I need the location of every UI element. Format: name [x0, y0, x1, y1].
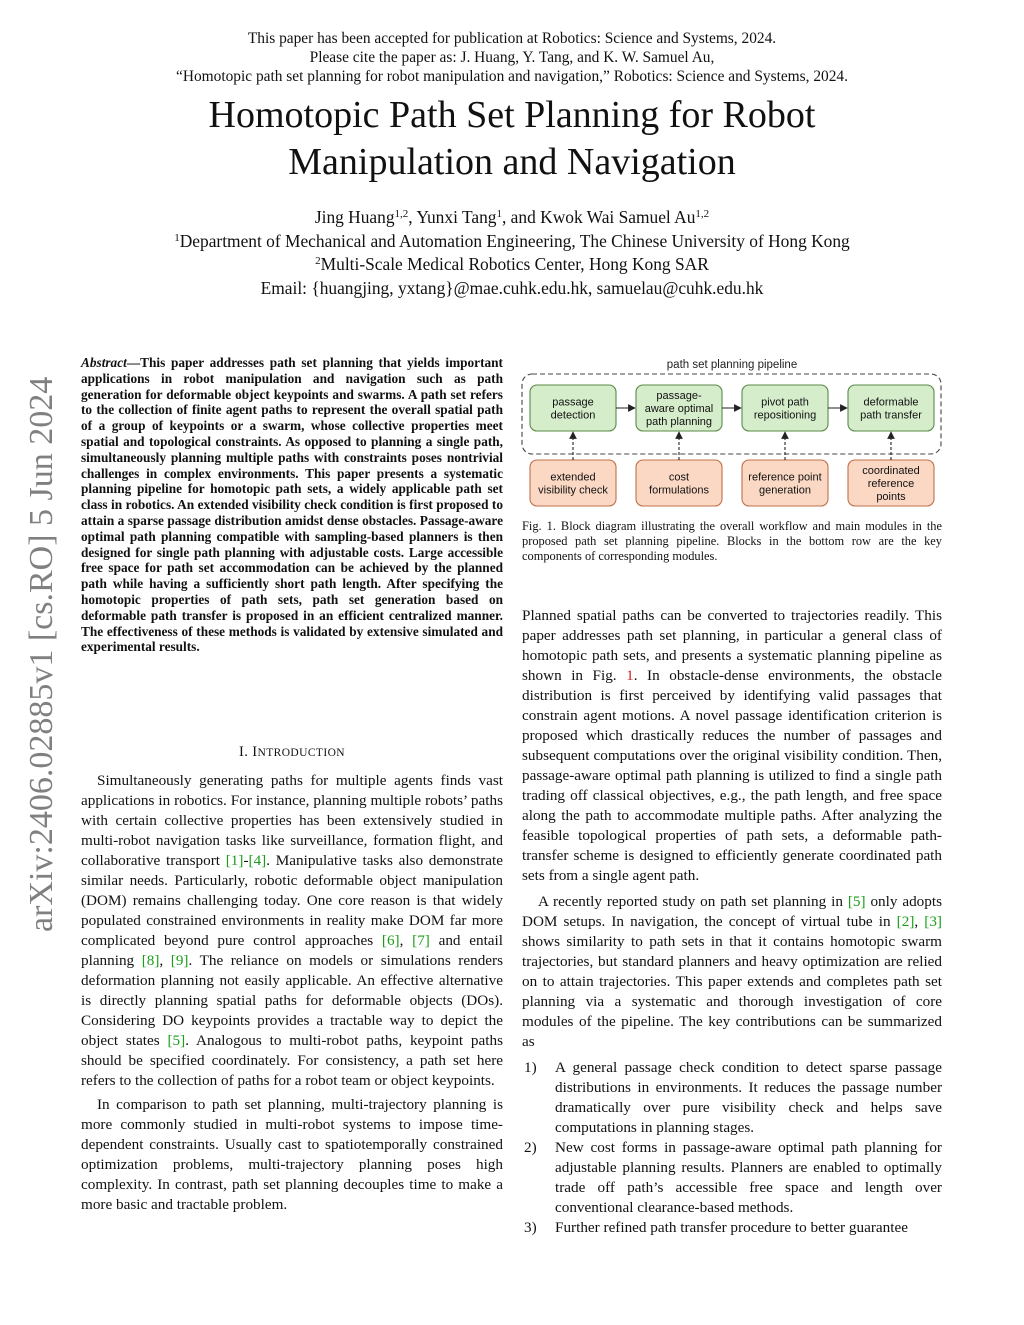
affiliation-mark: 2: [315, 255, 321, 267]
affiliation-1: [0, 230, 1024, 254]
pipeline-module-block-label: pivot path: [761, 396, 809, 409]
component-block-label: visibility check: [538, 484, 608, 497]
pipeline-module-block-label: path planning: [645, 416, 713, 428]
pipeline-module-block-label: aware optimal: [644, 403, 714, 415]
pipeline-module-block-label: repositioning: [753, 409, 817, 422]
paragraph: In comparison to path set planning, multi-trajectory planning is more commonly studied in multi-robot systems to impose time-dependent constraints. Usually cast to spatiotemporally constrained optimization problems, multi-trajectory planning poses high complexity. In contrast, path set planning decouples time to make a more basic and tractable problem.: [81, 1096, 503, 1213]
contribution-list: [522, 1058, 942, 1238]
author-email: Email: {huangjing, yxtang}@mae.cuhk.edu.hk, samuelau@cuhk.edu.hk: [260, 277, 764, 298]
component-block-label: reference: [867, 478, 915, 490]
title-line: Manipulation and Navigation: [288, 141, 736, 183]
section-number: I.: [239, 744, 249, 760]
list-number: 1): [524, 1059, 537, 1076]
author-block: [0, 206, 1024, 300]
notice-line: Please cite the paper as: J. Huang, Y. Tang, and K. W. Samuel Au,: [309, 49, 715, 66]
citation-link[interactable]: [2]: [896, 913, 915, 930]
title-line: Homotopic Path Set Planning for Robot: [208, 94, 816, 136]
figure-link[interactable]: 1: [626, 667, 634, 684]
notice-line: This paper has been accepted for publication at Robotics: Science and Systems, 2024.: [247, 30, 777, 47]
citation-link[interactable]: [8]: [141, 952, 160, 969]
intro-text-right: [522, 606, 942, 1238]
component-block-label: cost: [668, 471, 690, 484]
list-number: 3): [524, 1219, 537, 1236]
pipeline-module-block-label: path transfer: [860, 409, 922, 422]
contribution-item: [522, 1058, 942, 1138]
affiliation-text: Multi-Scale Medical Robotics Center, Hong Kong SAR: [320, 254, 709, 274]
paragraph: Planned spatial paths can be converted to trajectories readily. This paper addresses path set planning, in particular a general class of homotopic path sets, and presents a systematic planning pipeline as shown in Fig. 1. In obstacle-dense environments, the obstacle distribution is first perceived by identifying valid passages that constrain agent motions. A novel passage identification criterion is proposed which drastically reduces the number of passages and subsequent computations over the original visibility condition. Then, passage-aware optimal path planning is utilized to find a single path trading off classical objectives, e.g., the path length, and free space along the path to accommodate multiple paths. After analyzing the feasible topological properties of path sets, a deformable path-transfer scheme is designed to efficiently generate coordinated path sets from a single agent path.: [522, 607, 942, 884]
affiliation-2: [0, 253, 1024, 277]
citation-link[interactable]: [5]: [847, 893, 866, 910]
abstract: [81, 355, 503, 655]
citation-link[interactable]: [4]: [248, 852, 267, 869]
citation-link[interactable]: [1]: [225, 852, 244, 869]
publication-notice: [0, 29, 1024, 86]
citation-link[interactable]: [6]: [381, 932, 400, 949]
section-title-rest: NTRODUCTION: [257, 747, 345, 759]
paper-title: [0, 92, 1024, 186]
section-title-initial: I: [252, 744, 258, 760]
arxiv-stamp: arXiv:2406.02885v1 [cs.RO] 5 Jun 2024: [23, 376, 60, 932]
pipeline-module-block-label: detection: [550, 409, 596, 422]
list-number: 2): [524, 1139, 537, 1156]
contribution-item: [522, 1138, 942, 1218]
notice-line: “Homotopic path set planning for robot manipulation and navigation,” Robotics: Science and Systems, 2024.: [176, 68, 848, 85]
paragraph: A recently reported study on path set planning in [5] only adopts DOM setups. In navigation, the concept of virtual tube in [2], [3] shows similarity to path sets in that it contains homotopic swarm trajectories, but standard planners and heavy optimization are relied on to attain trajectories. This paper extends and completes path set planning via a systematic and thorough investigation of core modules of the pipeline. The key contributions can be summarized as: [522, 893, 943, 1050]
citation-link[interactable]: [9]: [170, 952, 189, 969]
affiliation-mark: 1,2: [695, 208, 710, 220]
author-name: Jing Huang: [314, 207, 395, 227]
abstract-text: —This paper addresses path set planning that yields important applications in robot manipulation and navigation such as path generation for deformable object keypoints and swarms. A path set refers to the collection of finite agent paths to represent the overall spatial path of a group of keypoints or a swarm, whose collective properties meet spatial and topological constraints. As opposed to planning a single path, simultaneously planning multiple paths with constraints poses nontrivial challenges in complex environments. This paper presents a systematic planning pipeline for homotopic path sets, a widely applicable path set class in robotics. An extended visibility check condition is first proposed to attain a sparse passage distribution amidst dense obstacles. Passage-aware optimal path planning compatible with sampling-based planners is then designed for single path planning with adjustable costs. Large accessible free space for path set accommodation can be achieved by the planned path while having a sufficiently short path length. After specifying the homotopic properties of path sets, path set generation based on deformable path transfer is proposed in an efficient centralized manner. The effectiveness of these methods is validated by extensive simulated and experimental results.: [81, 355, 503, 655]
author-names: Jing Huang$^{1,2}$, Yunxi Tang$^1$, and Kwok Wai Samuel Au$^{1,2}$: [314, 207, 710, 227]
pipeline-module-block-label: deformable: [863, 396, 919, 409]
component-block-label: coordinated: [862, 465, 920, 477]
component-block-label: extended: [550, 471, 596, 484]
affiliation-mark: 1: [174, 231, 180, 244]
affiliation-mark: 1: [496, 208, 502, 220]
component-block-label: reference point: [748, 471, 822, 484]
paragraph: Simultaneously generating paths for multiple agents finds vast applications in robotics. For instance, planning multiple robots’ paths with certain collective properties has been extensively studied in multi-robot navigation tasks like surveillance, formation flight, and collaborative transport [1]-[4]. Manipulative tasks also demonstrate similar needs. Particularly, robotic deformable object manipulation (DOM) remains challenging today. One core reason is that widely populated constrained environments in reality make DOM far more complicated beyond pure control approaches [6], [7] and entail planning [8], [9]. The reliance on models or simulations renders deformation planning not easily applicable. An effective alternative is directly planning spatial paths for deformable objects (DOs). Considering DO keypoints provides a tractable way to depict the object states [5]. Analogous to multi-robot paths, keypoint paths should be specified coordinately. For consistency, a path set here refers to the collection of paths for a robot team or object keypoints.: [81, 772, 504, 1089]
list-text: A general passage check condition to detect sparse passage distributions in environments. It reduces the passage number dramatically over pure visibility check and helps save computations in planning stages.: [555, 1059, 942, 1136]
citation-link[interactable]: [7]: [412, 932, 430, 949]
contribution-item: [522, 1218, 942, 1238]
author-name: and Kwok Wai Samuel Au: [510, 207, 696, 227]
pipeline-label: path set planning pipeline: [666, 359, 798, 371]
list-text: New cost forms in passage-aware optimal path planning for adjustable planning results. Planners are enabled to optimally trade off path’s accessible free space and length over conventional clearance-based methods.: [555, 1139, 942, 1216]
abstract-lead: Abstract: [81, 355, 127, 370]
component-block-label: formulations: [649, 484, 709, 497]
pipeline-module-block-label: passage-: [656, 390, 702, 402]
component-block-label: points: [876, 491, 906, 503]
citation-link[interactable]: [3]: [924, 913, 942, 930]
list-text: Further refined path transfer procedure to better guarantee: [555, 1219, 908, 1236]
affiliation-mark: 1,2: [394, 208, 409, 220]
component-block-label: generation: [759, 484, 811, 497]
affiliation-text: Department of Mechanical and Automation Engineering, The Chinese University of Hong Kong: [179, 230, 850, 251]
author-name: Yunxi Tang: [416, 207, 497, 227]
citation-link[interactable]: [5]: [167, 1032, 186, 1049]
section-heading: [81, 744, 503, 761]
intro-text-left: [81, 771, 503, 1215]
pipeline-module-block-label: passage: [552, 396, 594, 409]
figure-caption: Fig. 1. Block diagram illustrating the overall workflow and main modules in the proposed path set planning pipeline. Blocks in the bottom row are the key components of corresponding modules.: [522, 519, 942, 563]
